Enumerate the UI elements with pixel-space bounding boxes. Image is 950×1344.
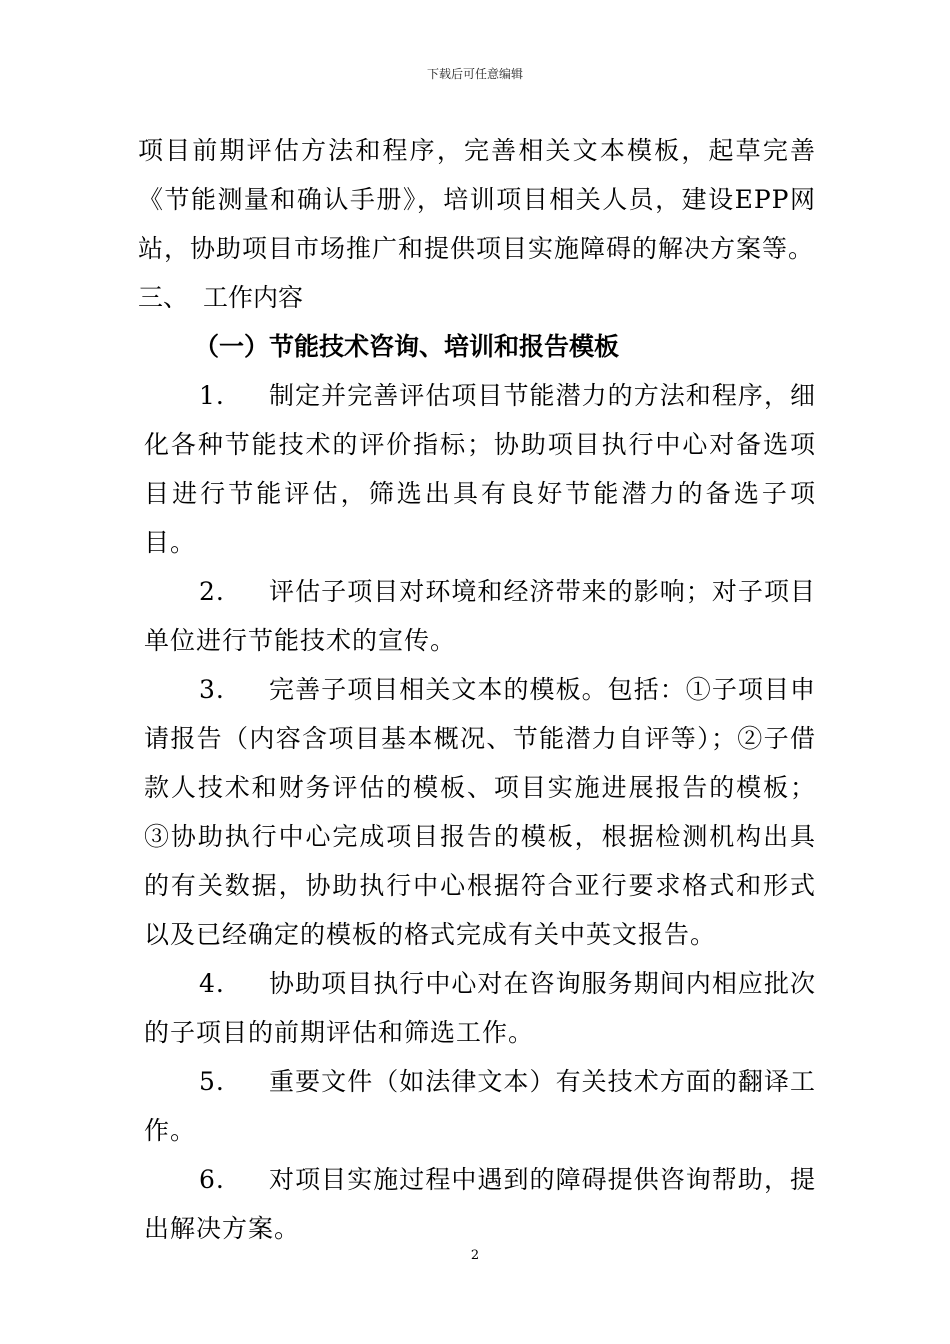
list-item bbox=[138, 1155, 816, 1253]
section-title: 工作内容 bbox=[203, 283, 304, 312]
list-item-number: 3. bbox=[199, 675, 225, 704]
list-item-number: 4. bbox=[199, 969, 225, 998]
list-item-number: 6. bbox=[199, 1165, 225, 1194]
list-item bbox=[138, 959, 816, 1057]
list-item bbox=[138, 567, 816, 665]
list-item-text: 对项目实施过程中遇到的障碍提供咨询帮助，提出解决方案。 bbox=[144, 1165, 816, 1243]
section-number: 三、 bbox=[138, 283, 189, 312]
list-item bbox=[138, 665, 816, 959]
list-item-number: 2. bbox=[199, 577, 225, 606]
list-item-number: 5. bbox=[199, 1067, 225, 1096]
section-heading bbox=[138, 273, 816, 322]
subsection-heading: （一）节能技术咨询、培训和报告模板 bbox=[194, 332, 620, 361]
list-item-text: 完善子项目相关文本的模板。包括：①子项目申请报告（内容含项目基本概况、节能潜力自评等）；②子借款人技术和财务评估的模板、项目实施进展报告的模板；③协助执行中心完成项目报告的模板，根据检测机构出具的有关数据，协助执行中心根据符合亚行要求格式和形式以及已经确定的模板的格式完成有关中英文报告。 bbox=[144, 675, 816, 949]
list-item-text: 评估子项目对环境和经济带来的影响；对子项目单位进行节能技术的宣传。 bbox=[144, 577, 816, 655]
list-item-number: 1. bbox=[199, 381, 225, 410]
intro-paragraph: 项目前期评估方法和程序，完善相关文本模板，起草完善《节能测量和确认手册》，培训项目相关人员，建设EPP网站，协助项目市场推广和提供项目实施障碍的解决方案等。 bbox=[138, 136, 816, 263]
list-item bbox=[138, 1057, 816, 1155]
list-item bbox=[138, 371, 816, 567]
list-item-text: 制定并完善评估项目节能潜力的方法和程序，细化各种节能技术的评价指标；协助项目执行中心对备选项目进行节能评估，筛选出具有良好节能潜力的备选子项目。 bbox=[144, 381, 816, 557]
list-item-text: 重要文件（如法律文本）有关技术方面的翻译工作。 bbox=[144, 1067, 816, 1145]
page-number: 2 bbox=[470, 1248, 480, 1263]
list-item-text: 协助项目执行中心对在咨询服务期间内相应批次的子项目的前期评估和筛选工作。 bbox=[144, 969, 816, 1047]
page-header-note: 下载后可任意编辑 bbox=[426, 67, 523, 81]
document-body bbox=[138, 126, 816, 1253]
